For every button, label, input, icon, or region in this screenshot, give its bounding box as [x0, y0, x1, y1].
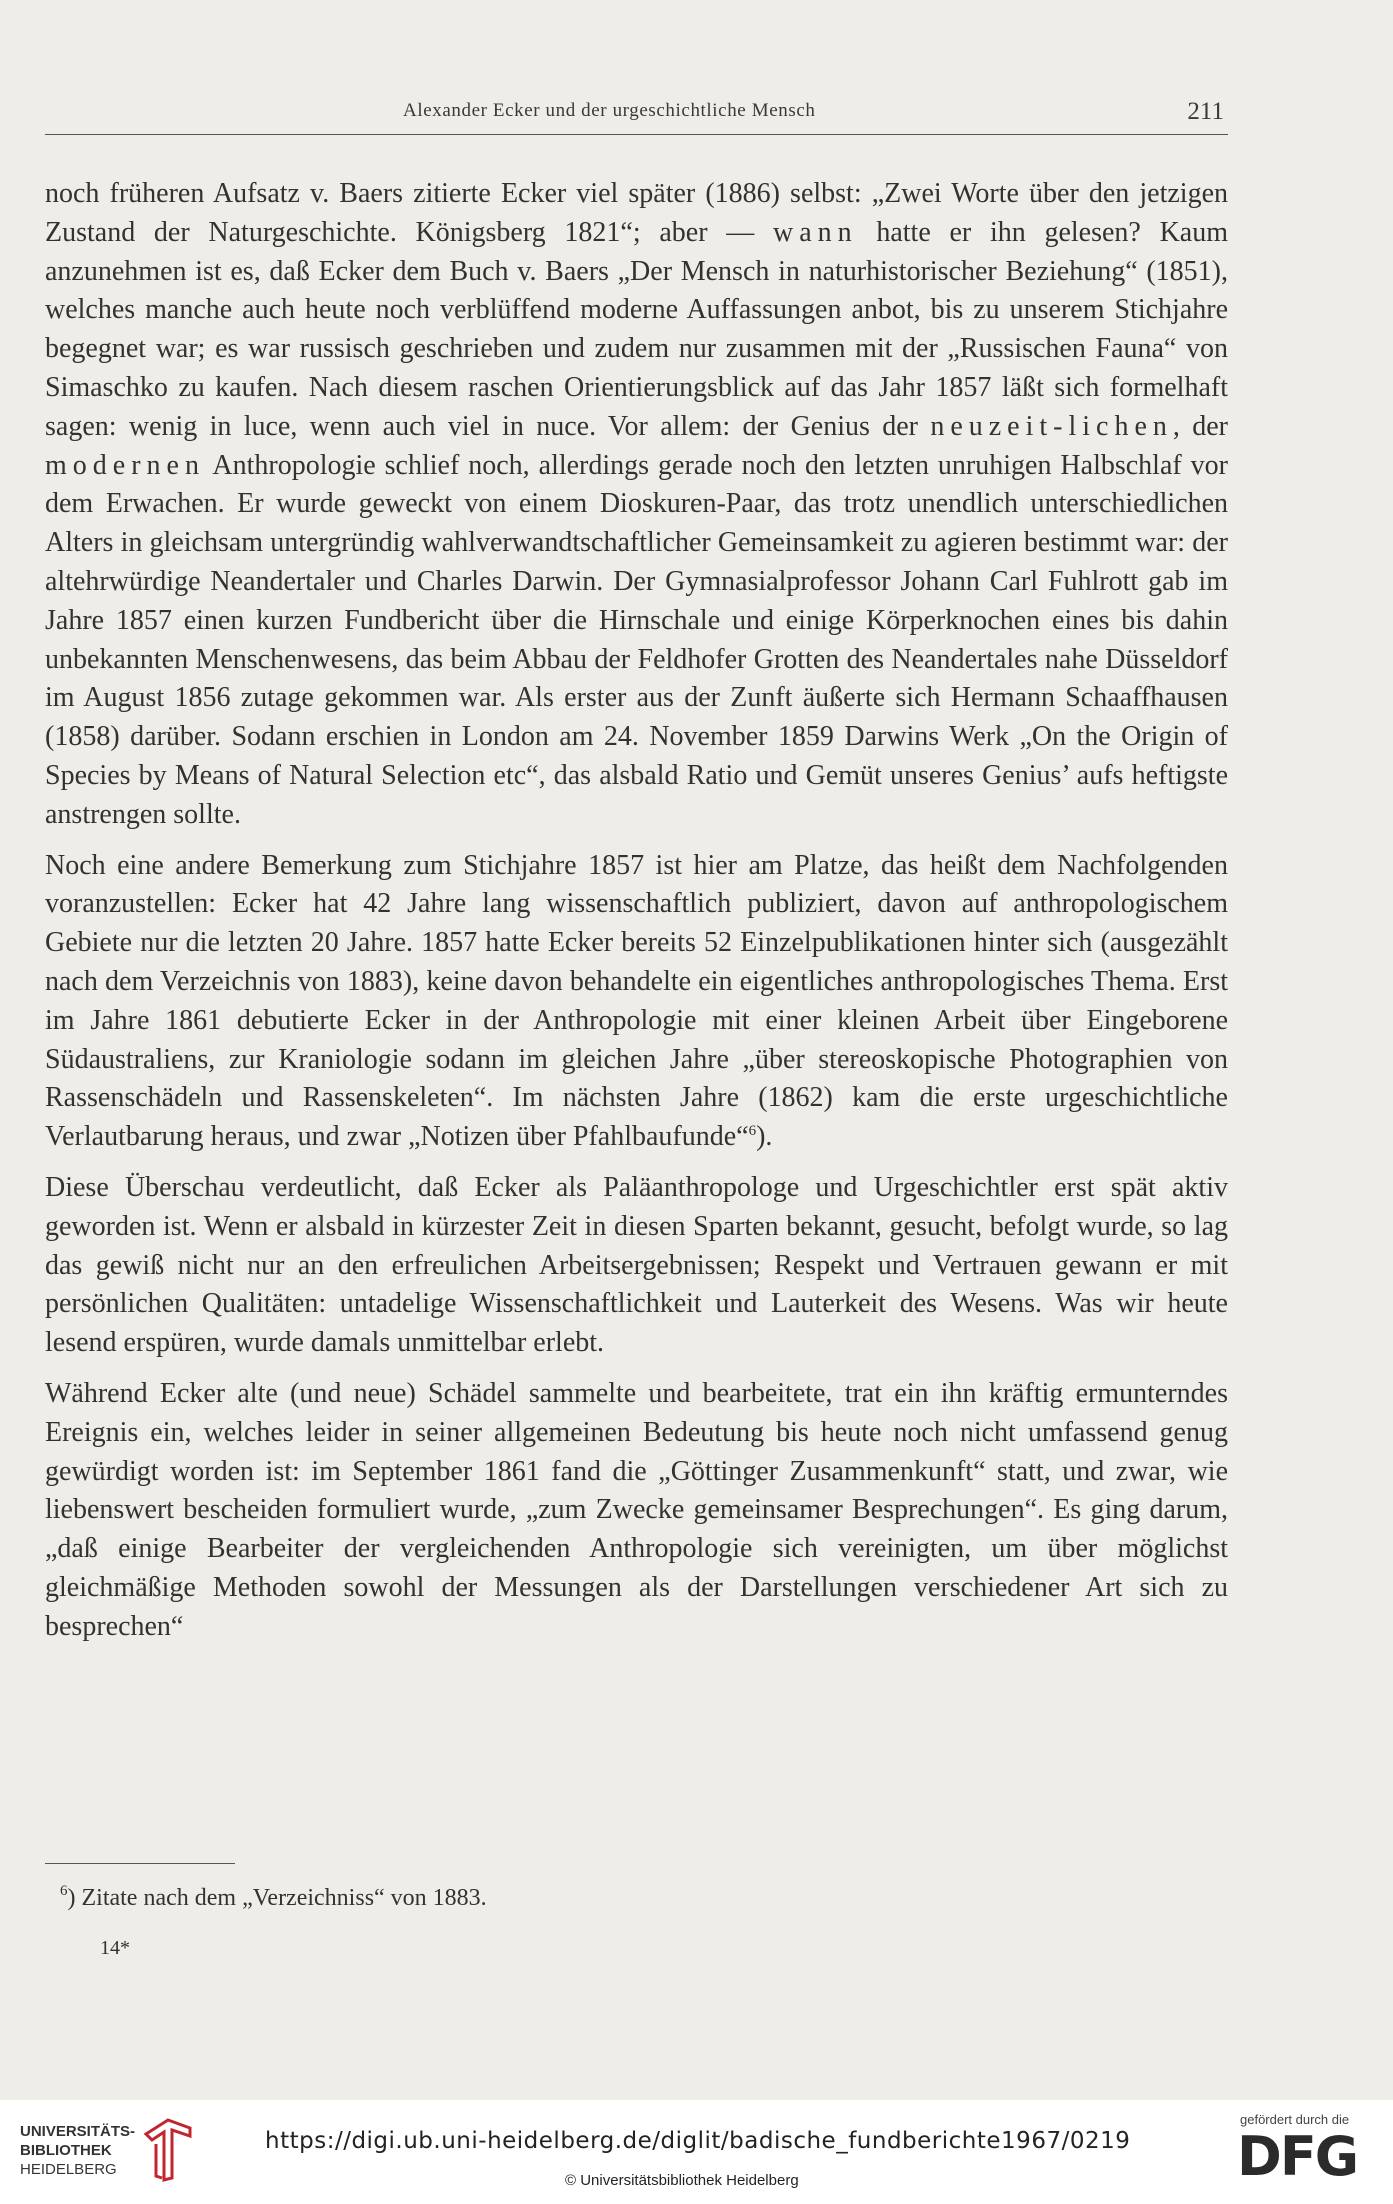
footnote-marker: 6: [60, 1883, 68, 1899]
copyright-notice: © Universitätsbibliothek Heidelberg: [565, 2172, 799, 2189]
funder-note: gefördert durch die: [1240, 2112, 1350, 2127]
footnote: [60, 1885, 487, 1912]
library-line-1: UNIVERSITÄTS-: [20, 2123, 136, 2140]
library-line-3: HEIDELBERG: [20, 2161, 117, 2178]
p1-spaced-neuzeitlichen: neuzeit-lichen: [930, 410, 1173, 442]
p1-text-a: noch früheren Aufsatz v. Baers zitierte Ecker viel später (1886) selbst: „Zwei Worte über den jetzigen Zustand der Naturgeschichte. Königsberg 1821“; aber —: [45, 178, 1228, 248]
dfg-logo: DFG: [1237, 2125, 1358, 2188]
library-line-2: BIBLIOTHEK: [20, 2142, 112, 2159]
p1-spaced-modernen: modernen: [45, 449, 205, 481]
paragraph-4: Während Ecker alte (und neue) Schädel sammelte und bearbeitete, trat ein ihn kräftig ermunterndes Ereignis ein, welches leider in seiner allgemeinen Bedeutung bis heute noch nicht umfassend genug gewürdigt worden ist: im September 1861 fand die „Göttinger Zusammenkunft“ statt, und zwar, wie liebenswert bescheiden formuliert wurde, „zum Zwecke gemeinsamer Besprechungen“. Es ging darum, „daß einige Bearbeiter der vergleichenden Anthropologie sich vereinigten, um über möglichst gleichmäßige Methoden sowohl der Messungen als der Darstellungen verschiedener Art sich zu besprechen“: [45, 1377, 1228, 1642]
footnote-text: ) Zitate nach dem „Verzeichniss“ von 1883.: [67, 1885, 487, 1911]
article-body: [45, 175, 1228, 1658]
signature-mark: 14*: [100, 1937, 130, 1959]
p2-text-a: Noch eine andere Bemerkung zum Stichjahre 1857 ist hier am Platze, das heißt dem Nachfolgenden voranzustellen: Ecker hat 42 Jahre lang wissenschaftlich publiziert, davon auf anthropologischem Gebiete nur die letzten 20 Jahre. 1857 hatte Ecker bereits 52 Einzelpublikationen hinter sich (ausgezählt nach dem Verzeichnis von 1883), keine davon behandelte ein eigentliches anthropologisches Thema. Erst im Jahre 1861 debutierte Ecker in der Anthropologie mit einer kleinen Arbeit über Eingeborene Südaustraliens, zur Kraniologie sodann im gleichen Jahre „über stereoskopische Photographien von Rassenschädeln und Rassenskeleten“. Im nächsten Jahre (1862) kam die erste urgeschichtliche Verlautbarung heraus, und zwar „Notizen über Pfahlbaufunde“: [45, 849, 1228, 1153]
paragraph-1: [45, 175, 1228, 835]
p1-text-b: hatte er ihn gelesen? Kaum anzunehmen ist es, daß Ecker dem Buch v. Baers „Der Mensch in naturhistorischer Beziehung“ (1851), welches manche auch heute noch verblüffend moderne Auffassungen anbot, bis zu unserem Stichjahre begegnet war; es war russisch geschrieben und zudem nur zusammen mit der „Russischen Fauna“ von Simaschko zu kaufen. Nach diesem raschen Orientierungsblick auf das Jahr 1857 läßt sich formelhaft sagen: wenig in luce, wenn auch viel in nuce. Vor allem: der Genius der: [45, 216, 1228, 442]
footnote-ref: 6: [748, 1123, 757, 1140]
digitization-footer: [0, 2100, 1393, 2204]
running-header: [45, 100, 1228, 135]
footnote-rule: [45, 1863, 235, 1864]
p1-text-c: , der: [1172, 410, 1228, 442]
p1-spaced-wann: wann: [772, 216, 858, 248]
p1-text-d: Anthropologie schlief noch, allerdings gerade noch den letzten unruhigen Halbschlaf vor dem Erwachen. Er wurde geweckt von einem Dioskuren-Paar, das trotz unendlich unterschiedlichen Alters in gleichsam untergründig wahlverwandtschaftlicher Gemeinsamkeit zu agieren bestimmt war: der altehrwürdige Neandertaler und Charles Darwin. Der Gymnasialprofessor Johann Carl Fuhlrott gab im Jahre 1857 einen kurzen Fundbericht über die Hirnschale und einige Körperknochen eines bis dahin unbekannten Menschenwesens, das beim Abbau der Feldhofer Grotten des Neandertales nahe Düsseldorf im August 1856 zutage gekommen war. Als erster aus der Zunft äußerte sich Hermann Schaaffhausen (1858) darüber. Sodann erschien in London am 24. November 1859 Darwins Werk „On the Origin of Species by Means of Natural Selection etc“, das alsbald Ratio und Gemüt unseres Genius’ aufs heftigste anstrengen sollte.: [45, 449, 1228, 830]
paragraph-2: [45, 847, 1228, 1157]
page-number: 211: [1187, 98, 1224, 125]
paragraph-3: Diese Überschau verdeutlicht, daß Ecker als Paläanthropologe und Urgeschichtler erst spät aktiv geworden ist. Wenn er alsbald in kürzester Zeit in diesen Sparten bekannt, gesucht, befolgt wurde, so lag das gewiß nicht nur an den erfreulichen Arbeitsergebnissen; Respekt und Vertrauen gewann er mit persönlichen Qualitäten: untadelige Wissenschaftlichkeit und Lauterkeit des Wesens. Was wir heute lesend erspüren, wurde damals unmittelbar erlebt.: [45, 1171, 1228, 1359]
permalink-url[interactable]: https://digi.ub.uni-heidelberg.de/diglit/badische_fundberichte1967/0219: [265, 2128, 1131, 2154]
library-name: [20, 2122, 135, 2179]
running-title: Alexander Ecker und der urgeschichtliche Mensch: [403, 100, 816, 121]
p2-text-b: ).: [756, 1121, 773, 1153]
library-logo-icon: [138, 2114, 198, 2184]
